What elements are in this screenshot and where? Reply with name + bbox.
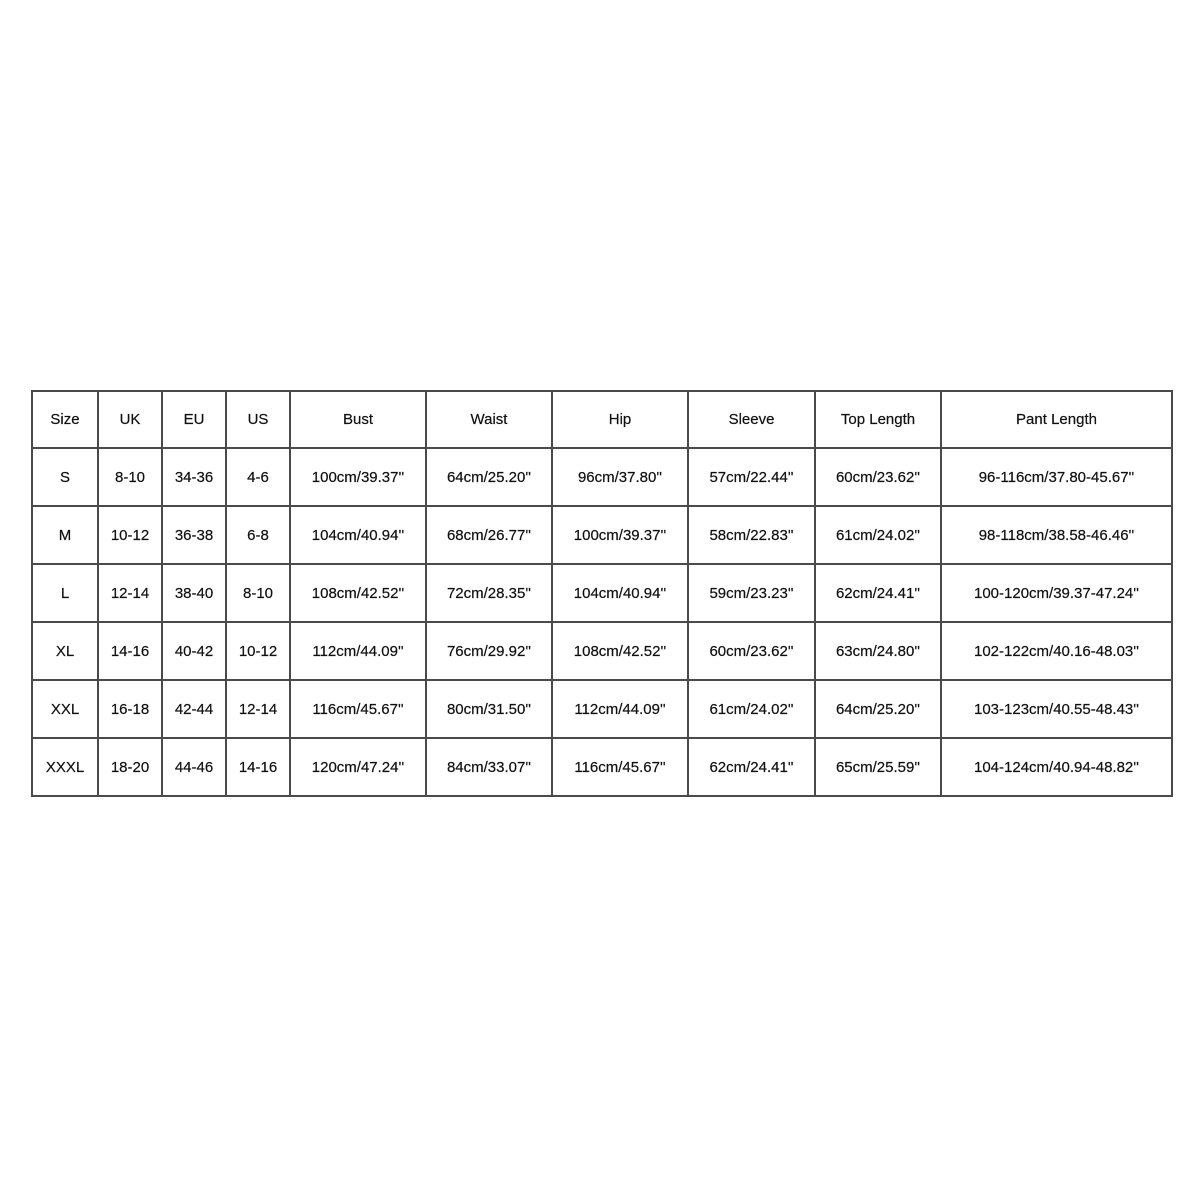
cell-pant-length: 96-116cm/37.80-45.67'' (941, 448, 1172, 506)
cell-size: M (32, 506, 98, 564)
cell-sleeve: 62cm/24.41'' (688, 738, 815, 796)
table-row (32, 680, 1172, 738)
cell-sleeve: 61cm/24.02'' (688, 680, 815, 738)
cell-uk: 12-14 (98, 564, 162, 622)
header-sleeve: Sleeve (688, 391, 815, 448)
table-row (32, 506, 1172, 564)
cell-pant-length: 100-120cm/39.37-47.24'' (941, 564, 1172, 622)
cell-hip: 112cm/44.09'' (552, 680, 688, 738)
size-rows (32, 448, 1172, 796)
cell-top-length: 61cm/24.02'' (815, 506, 941, 564)
cell-size: S (32, 448, 98, 506)
header-waist: Waist (426, 391, 552, 448)
cell-pant-length: 103-123cm/40.55-48.43'' (941, 680, 1172, 738)
cell-bust: 108cm/42.52'' (290, 564, 426, 622)
cell-bust: 100cm/39.37'' (290, 448, 426, 506)
cell-us: 12-14 (226, 680, 290, 738)
cell-waist: 64cm/25.20'' (426, 448, 552, 506)
header-hip: Hip (552, 391, 688, 448)
cell-uk: 8-10 (98, 448, 162, 506)
cell-us: 14-16 (226, 738, 290, 796)
cell-top-length: 63cm/24.80'' (815, 622, 941, 680)
cell-hip: 108cm/42.52'' (552, 622, 688, 680)
header-row (32, 391, 1172, 448)
cell-hip: 104cm/40.94'' (552, 564, 688, 622)
cell-sleeve: 57cm/22.44'' (688, 448, 815, 506)
header-bust: Bust (290, 391, 426, 448)
cell-waist: 80cm/31.50'' (426, 680, 552, 738)
cell-uk: 16-18 (98, 680, 162, 738)
cell-waist: 76cm/29.92'' (426, 622, 552, 680)
cell-top-length: 64cm/25.20'' (815, 680, 941, 738)
cell-bust: 104cm/40.94'' (290, 506, 426, 564)
cell-sleeve: 60cm/23.62'' (688, 622, 815, 680)
cell-top-length: 65cm/25.59'' (815, 738, 941, 796)
cell-waist: 84cm/33.07'' (426, 738, 552, 796)
header-pant-length: Pant Length (941, 391, 1172, 448)
table-row (32, 564, 1172, 622)
cell-size: L (32, 564, 98, 622)
cell-eu: 42-44 (162, 680, 226, 738)
cell-pant-length: 104-124cm/40.94-48.82'' (941, 738, 1172, 796)
cell-us: 6-8 (226, 506, 290, 564)
header-uk: UK (98, 391, 162, 448)
cell-size: XL (32, 622, 98, 680)
header-us: US (226, 391, 290, 448)
cell-us: 4-6 (226, 448, 290, 506)
header-eu: EU (162, 391, 226, 448)
cell-us: 8-10 (226, 564, 290, 622)
cell-size: XXXL (32, 738, 98, 796)
cell-uk: 14-16 (98, 622, 162, 680)
cell-eu: 36-38 (162, 506, 226, 564)
cell-us: 10-12 (226, 622, 290, 680)
cell-eu: 34-36 (162, 448, 226, 506)
table-row (32, 622, 1172, 680)
cell-eu: 44-46 (162, 738, 226, 796)
cell-hip: 96cm/37.80'' (552, 448, 688, 506)
cell-pant-length: 102-122cm/40.16-48.03'' (941, 622, 1172, 680)
cell-top-length: 60cm/23.62'' (815, 448, 941, 506)
header-top-length: Top Length (815, 391, 941, 448)
cell-waist: 68cm/26.77'' (426, 506, 552, 564)
size-chart-table (31, 390, 1173, 797)
cell-eu: 40-42 (162, 622, 226, 680)
cell-bust: 112cm/44.09'' (290, 622, 426, 680)
cell-top-length: 62cm/24.41'' (815, 564, 941, 622)
cell-pant-length: 98-118cm/38.58-46.46'' (941, 506, 1172, 564)
cell-uk: 10-12 (98, 506, 162, 564)
cell-size: XXL (32, 680, 98, 738)
cell-uk: 18-20 (98, 738, 162, 796)
table-row (32, 448, 1172, 506)
cell-waist: 72cm/28.35'' (426, 564, 552, 622)
cell-bust: 120cm/47.24'' (290, 738, 426, 796)
header-size: Size (32, 391, 98, 448)
table-row (32, 738, 1172, 796)
cell-sleeve: 59cm/23.23'' (688, 564, 815, 622)
cell-bust: 116cm/45.67'' (290, 680, 426, 738)
cell-hip: 116cm/45.67'' (552, 738, 688, 796)
cell-sleeve: 58cm/22.83'' (688, 506, 815, 564)
cell-hip: 100cm/39.37'' (552, 506, 688, 564)
cell-eu: 38-40 (162, 564, 226, 622)
